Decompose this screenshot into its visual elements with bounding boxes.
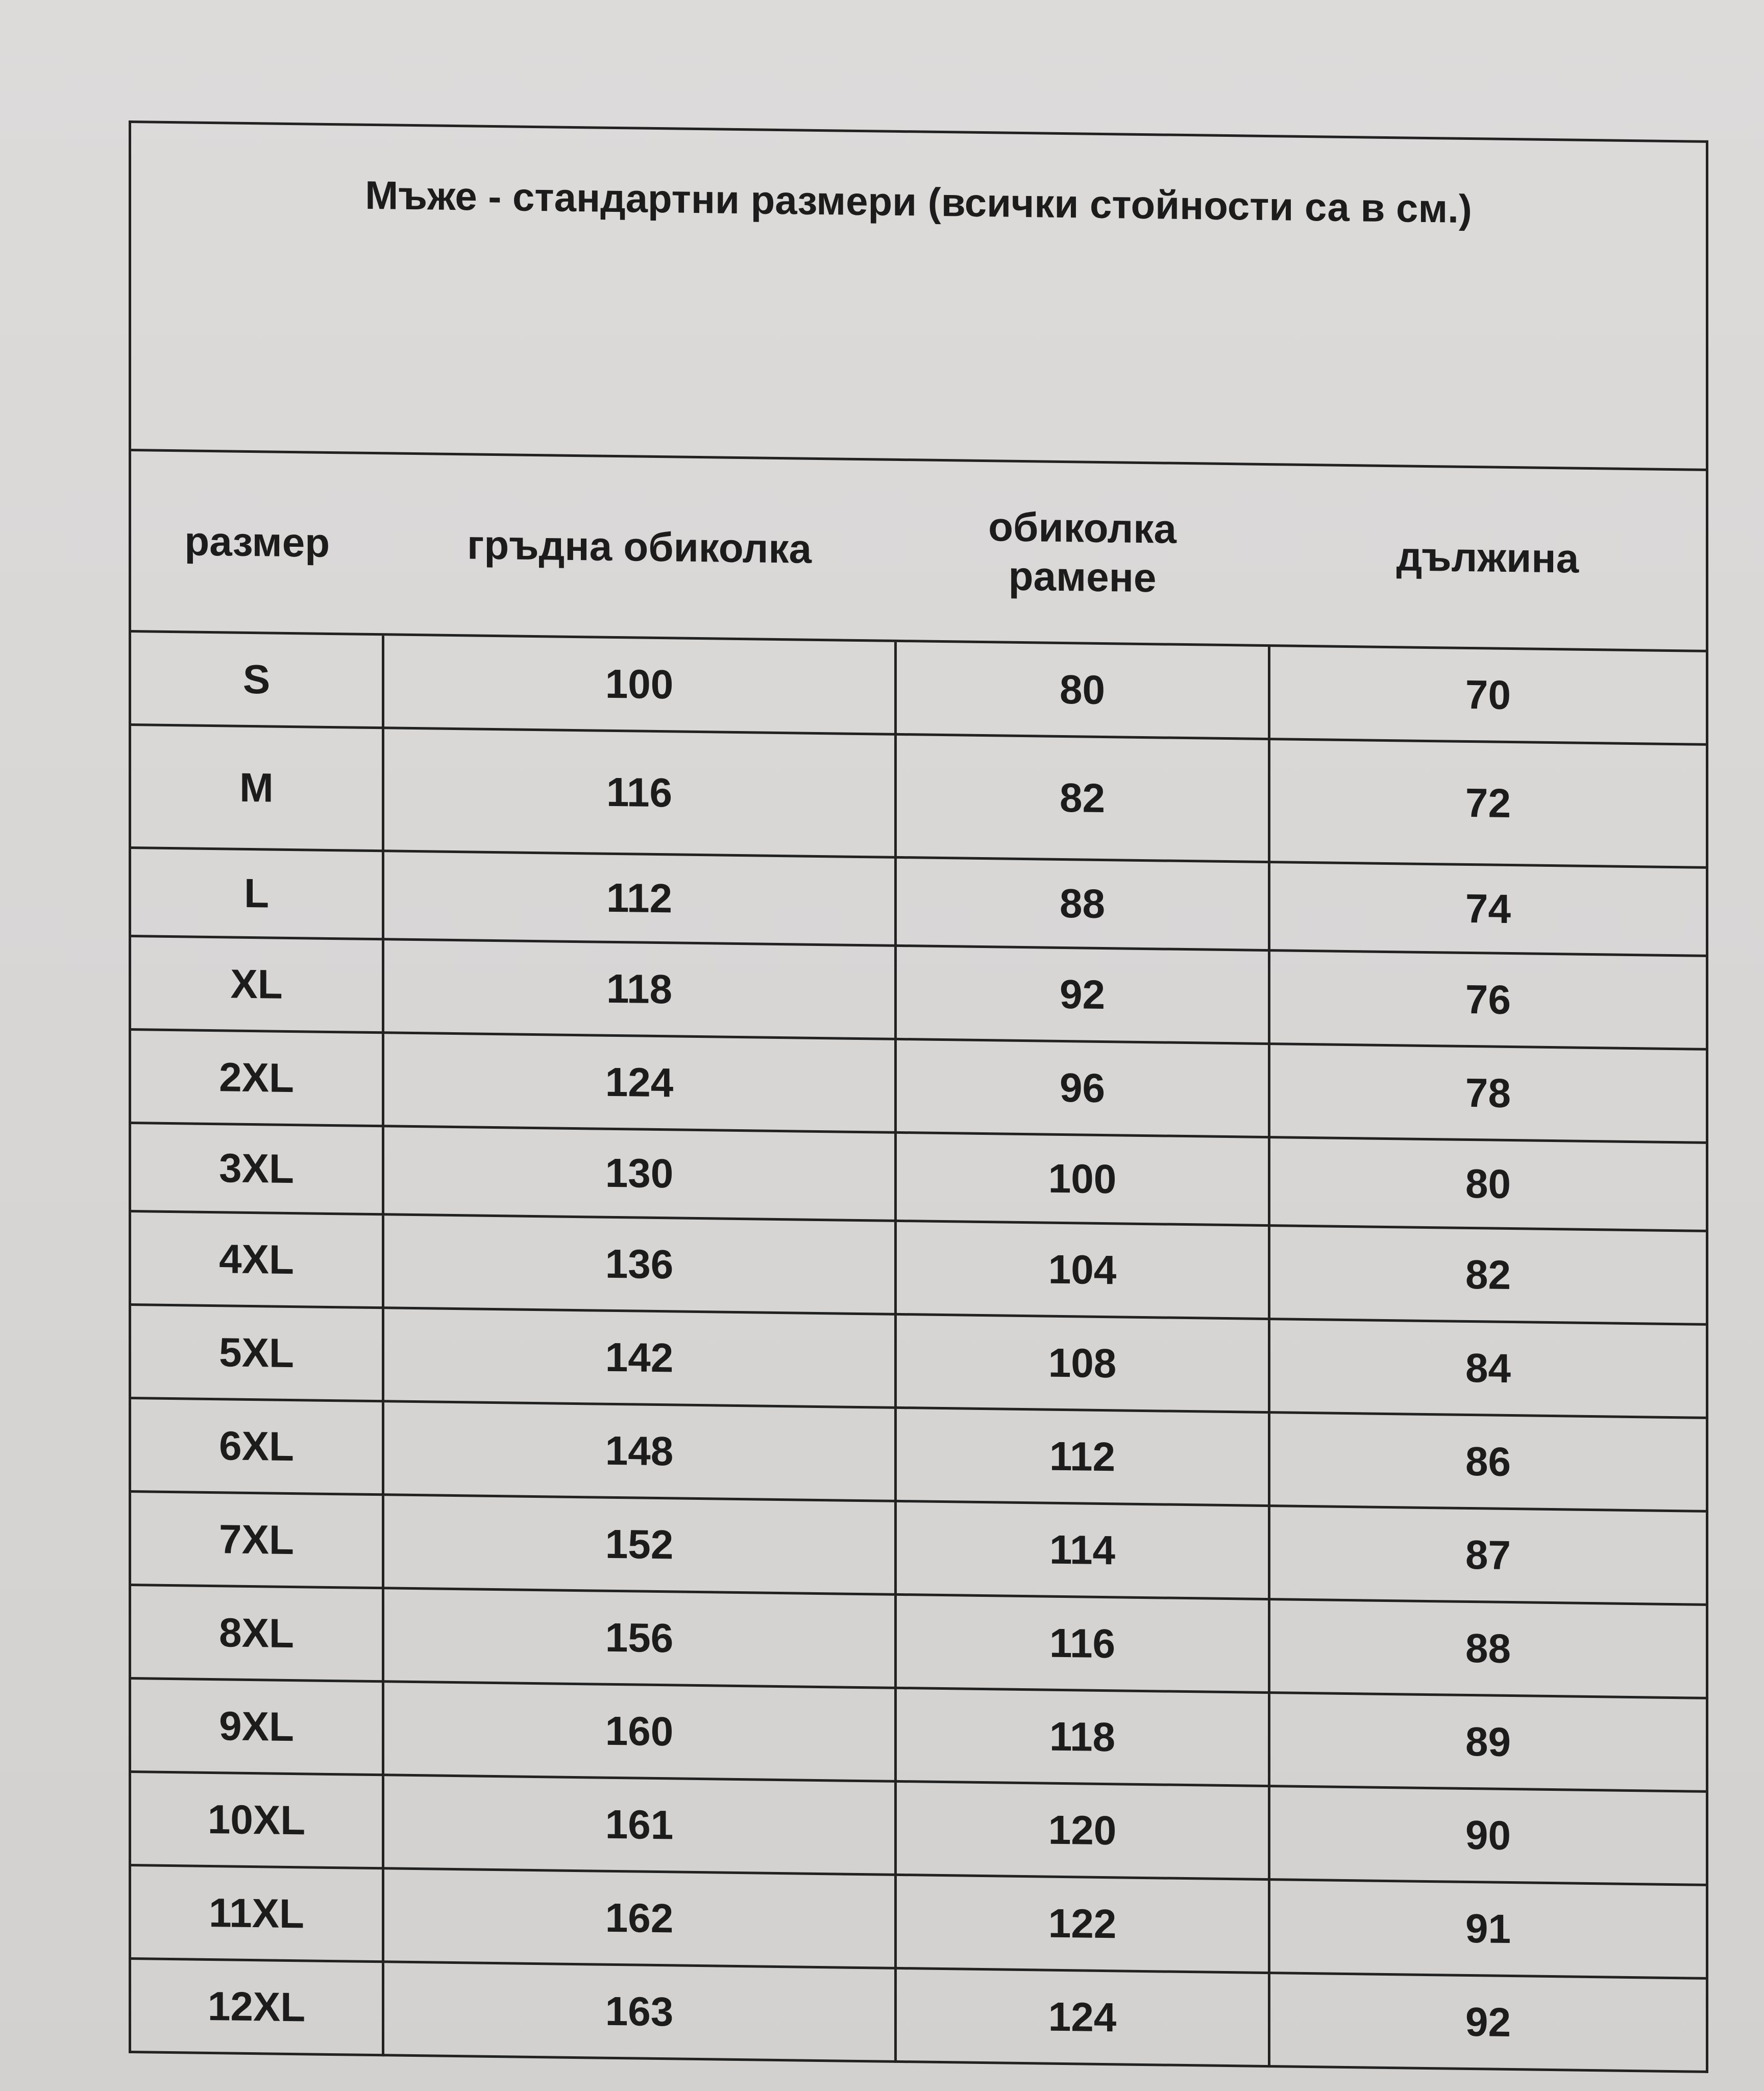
shoulder-cell: 96 xyxy=(896,1039,1269,1137)
size-cell: 11XL xyxy=(130,1865,383,1962)
shoulder-cell: 114 xyxy=(896,1501,1269,1599)
shoulder-cell: 88 xyxy=(896,857,1269,950)
table-row xyxy=(130,1959,1707,2072)
length-cell: 90 xyxy=(1269,1786,1707,1885)
chest-cell: 142 xyxy=(383,1308,896,1408)
size-cell: M xyxy=(130,725,383,851)
size-cell: 9XL xyxy=(130,1679,383,1775)
length-cell: 80 xyxy=(1269,1137,1707,1231)
table-title: Мъже - стандартни размери (всички стойности са в см.) xyxy=(130,122,1707,470)
header-row xyxy=(130,450,1707,651)
title-row xyxy=(130,122,1707,470)
chest-cell: 112 xyxy=(383,851,896,946)
length-cell: 92 xyxy=(1269,1973,1707,2072)
size-cell: 4XL xyxy=(130,1211,383,1308)
chest-cell: 160 xyxy=(383,1682,896,1782)
size-cell: 3XL xyxy=(130,1123,383,1214)
length-cell: 78 xyxy=(1269,1044,1707,1143)
column-header-size: размер xyxy=(130,450,383,635)
size-cell: 5XL xyxy=(130,1305,383,1401)
chest-cell: 148 xyxy=(383,1401,896,1501)
chest-cell: 130 xyxy=(383,1126,896,1221)
chest-cell: 156 xyxy=(383,1588,896,1688)
length-cell: 91 xyxy=(1269,1880,1707,1979)
shoulder-cell: 104 xyxy=(896,1221,1269,1319)
chest-cell: 152 xyxy=(383,1495,896,1595)
shoulder-cell: 116 xyxy=(896,1594,1269,1692)
length-cell: 84 xyxy=(1269,1319,1707,1418)
chest-cell: 118 xyxy=(383,939,896,1039)
size-cell: L xyxy=(130,848,383,939)
chest-cell: 124 xyxy=(383,1033,896,1133)
chest-cell: 136 xyxy=(383,1214,896,1315)
shoulder-cell: 124 xyxy=(896,1968,1269,2066)
chest-cell: 116 xyxy=(383,728,896,858)
shoulder-cell: 122 xyxy=(896,1875,1269,1973)
size-cell: 10XL xyxy=(130,1772,383,1868)
size-cell: XL xyxy=(130,936,383,1033)
shoulder-cell: 92 xyxy=(896,945,1269,1043)
chest-cell: 100 xyxy=(383,635,896,735)
size-cell: 6XL xyxy=(130,1398,383,1495)
length-cell: 87 xyxy=(1269,1506,1707,1605)
table-row xyxy=(130,725,1707,868)
column-header-length: дължина xyxy=(1269,465,1707,651)
chest-cell: 163 xyxy=(383,1962,896,2062)
shoulder-cell: 112 xyxy=(896,1407,1269,1505)
size-cell: S xyxy=(130,631,383,728)
length-cell: 76 xyxy=(1269,951,1707,1050)
chest-cell: 161 xyxy=(383,1775,896,1875)
size-cell: 8XL xyxy=(130,1585,383,1682)
shoulder-cell: 80 xyxy=(896,641,1269,739)
length-cell: 86 xyxy=(1269,1413,1707,1512)
length-cell: 89 xyxy=(1269,1693,1707,1792)
column-header-chest: гръдна обиколка xyxy=(383,453,896,641)
shoulder-cell: 118 xyxy=(896,1688,1269,1786)
shoulder-cell: 82 xyxy=(896,734,1269,862)
size-cell: 2XL xyxy=(130,1030,383,1126)
shoulder-cell: 100 xyxy=(896,1132,1269,1225)
chest-cell: 162 xyxy=(383,1868,896,1968)
size-chart-table xyxy=(129,120,1708,2073)
length-cell: 88 xyxy=(1269,1599,1707,1698)
shoulder-cell: 120 xyxy=(896,1781,1269,1879)
length-cell: 70 xyxy=(1269,646,1707,745)
size-cell: 12XL xyxy=(130,1959,383,2055)
length-cell: 72 xyxy=(1269,739,1707,868)
length-cell: 74 xyxy=(1269,862,1707,956)
shoulder-cell: 108 xyxy=(896,1314,1269,1412)
length-cell: 82 xyxy=(1269,1226,1707,1325)
column-header-shoulder: обиколка рамене xyxy=(896,459,1269,645)
size-cell: 7XL xyxy=(130,1492,383,1588)
